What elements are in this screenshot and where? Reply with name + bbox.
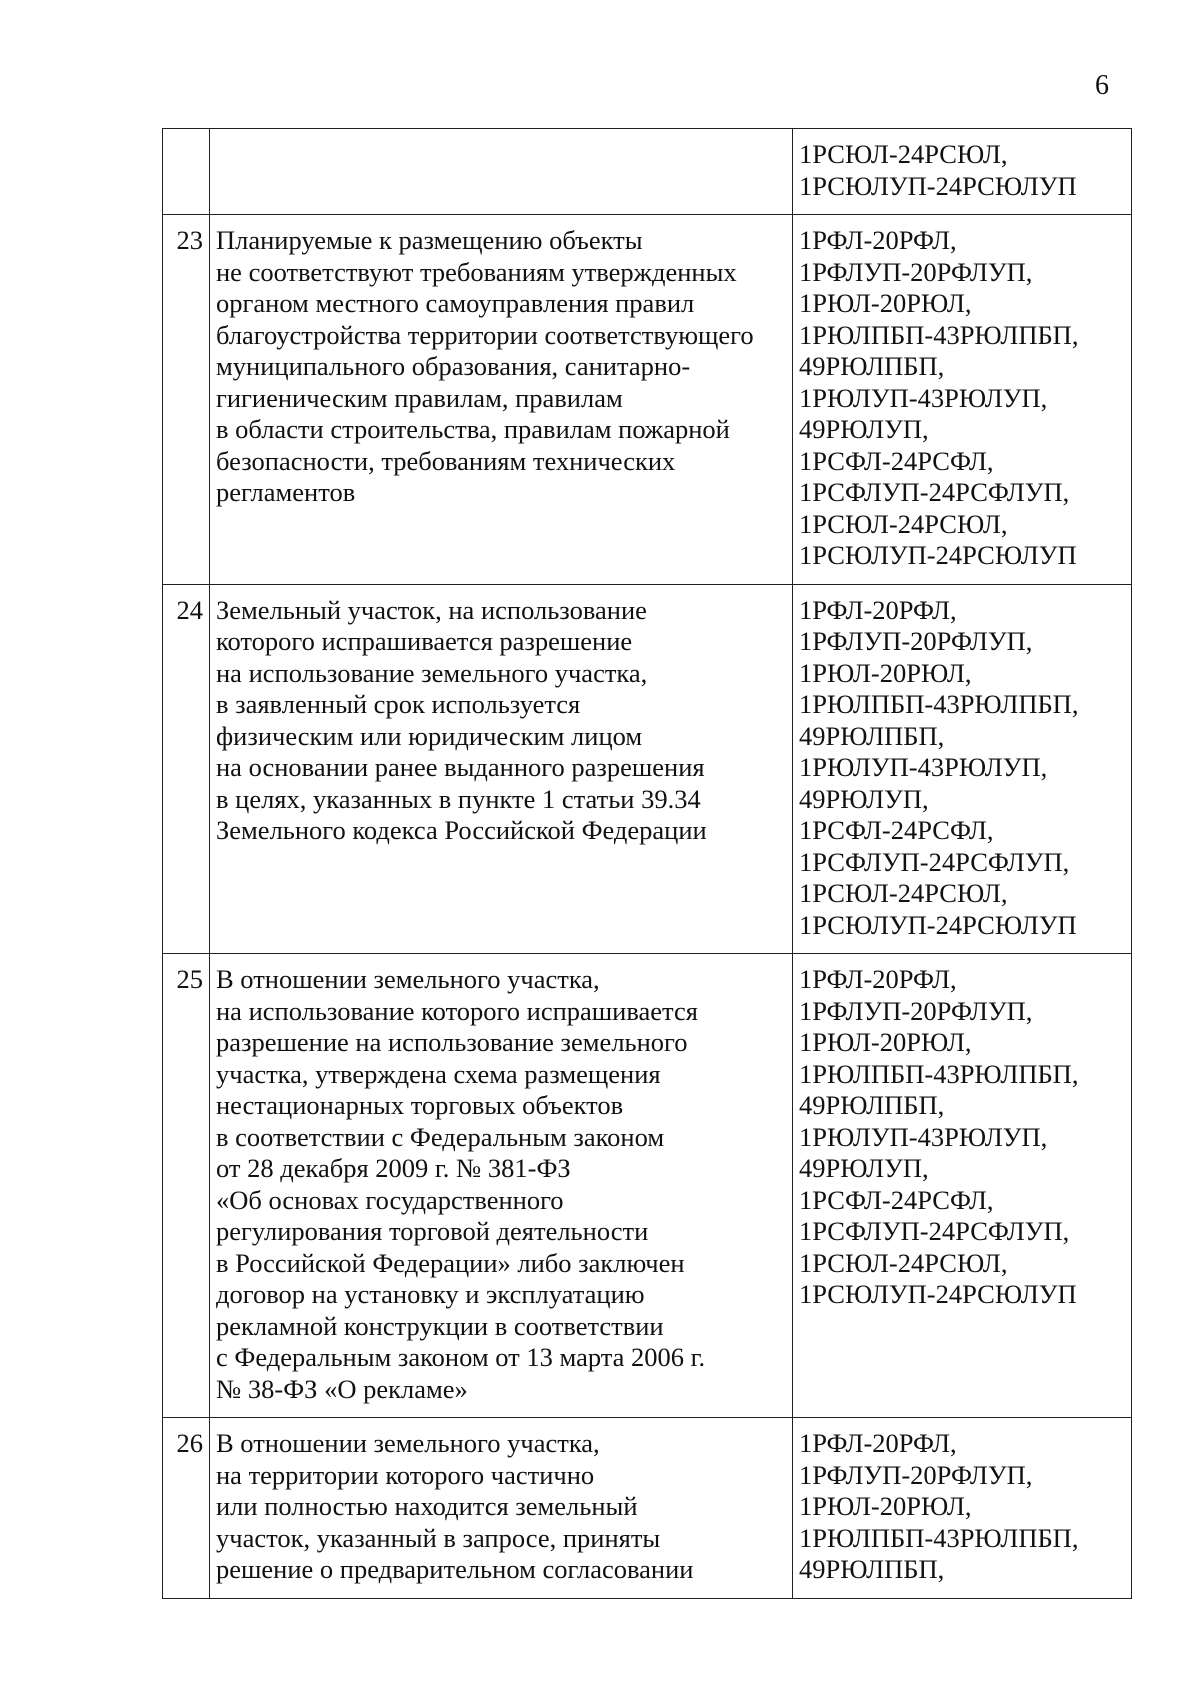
code-line: 1РЮЛ-20РЮЛ, xyxy=(799,1491,972,1521)
description-line: участка, утверждена схема размещения xyxy=(216,1058,661,1089)
description-line: № 38-ФЗ «О рекламе» xyxy=(216,1373,468,1404)
description-line: в заявленный срок используется xyxy=(216,689,581,719)
code-line: 49РЮЛУП, xyxy=(799,1153,929,1183)
code-line: 1РФЛУП-20РФЛУП, xyxy=(799,256,1033,287)
description-line: которого испрашивается разрешение xyxy=(216,626,633,656)
description-line: муниципального образования, санитарно- xyxy=(216,351,691,381)
code-line: 49РЮЛУП, xyxy=(799,783,929,814)
code-line: 1РСЮЛУП-24РСЮЛУП xyxy=(799,170,1077,201)
code-line: 1РЮЛУП-43РЮЛУП, xyxy=(799,1121,1048,1152)
code-line: 1РСЮЛУП-24РСЮЛУП xyxy=(799,909,1077,940)
row-number: 26 xyxy=(163,1418,210,1599)
row-codes xyxy=(793,129,1132,215)
code-line: 1РФЛ-20РФЛ, xyxy=(799,225,957,255)
description-line: или полностью находится земельный xyxy=(216,1491,638,1521)
table-body xyxy=(163,129,1132,1599)
description-line: Земельный участок, на использование xyxy=(216,594,647,625)
code-line: 1РСФЛУП-24РСФЛУП, xyxy=(799,1216,1070,1246)
description-line: решение о предварительном согласовании xyxy=(216,1554,694,1584)
code-line: 1РЮЛПБП-43РЮЛПБП, xyxy=(799,689,1079,719)
table-row xyxy=(163,129,1132,215)
row-codes xyxy=(793,584,1132,954)
description-line: Планируемые к размещению объекты xyxy=(216,225,643,255)
description-line: регламентов xyxy=(216,477,356,507)
code-line: 1РСЮЛ-24РСЮЛ, xyxy=(799,878,1008,908)
code-line: 1РЮЛУП-43РЮЛУП, xyxy=(799,382,1048,413)
code-line: 1РФЛУП-20РФЛУП, xyxy=(799,1459,1033,1490)
code-line: 1РСФЛУП-24РСФЛУП, xyxy=(799,846,1070,877)
description-line: на территории которого частично xyxy=(216,1459,595,1490)
page-number: 6 xyxy=(1095,70,1109,101)
requirements-table xyxy=(162,128,1132,1599)
description-line: не соответствуют требованиям утвержденных xyxy=(216,256,737,287)
code-line: 1РСФЛ-24РСФЛ, xyxy=(799,445,994,476)
description-line: на основании ранее выданного разрешения xyxy=(216,752,705,782)
code-line: 1РЮЛПБП-43РЮЛПБП, xyxy=(799,319,1079,350)
code-line: 1РФЛУП-20РФЛУП, xyxy=(799,995,1033,1026)
row-number xyxy=(163,129,210,215)
description-line: от 28 декабря 2009 г. № 381-ФЗ xyxy=(216,1153,571,1183)
row-description xyxy=(210,129,793,215)
description-line: договор на установку и эксплуатацию xyxy=(216,1279,645,1309)
code-line: 1РЮЛ-20РЮЛ, xyxy=(799,288,972,318)
row-description xyxy=(210,954,793,1418)
code-line: 1РСФЛ-24РСФЛ, xyxy=(799,815,994,845)
row-description xyxy=(210,215,793,585)
code-line: 49РЮЛПБП, xyxy=(799,351,945,381)
description-line: физическим или юридическим лицом xyxy=(216,720,643,751)
description-line: «Об основах государственного xyxy=(216,1184,564,1215)
code-line: 1РСФЛУП-24РСФЛУП, xyxy=(799,477,1070,507)
row-codes xyxy=(793,215,1132,585)
code-line: 1РФЛ-20РФЛ, xyxy=(799,964,957,994)
description-line: Земельного кодекса Российской Федерации xyxy=(216,815,707,845)
code-line: 1РЮЛПБП-43РЮЛПБП, xyxy=(799,1522,1079,1553)
table-row xyxy=(163,954,1132,1418)
description-line: с Федеральным законом от 13 марта 2006 г. xyxy=(216,1342,706,1372)
description-line: гигиеническим правилам, правилам xyxy=(216,382,623,413)
description-line: безопасности, требованиям технических xyxy=(216,445,676,476)
description-line: участок, указанный в запросе, приняты xyxy=(216,1522,661,1553)
code-line: 1РФЛ-20РФЛ, xyxy=(799,594,957,625)
code-line: 49РЮЛПБП, xyxy=(799,720,945,751)
code-line: 1РЮЛ-20РЮЛ, xyxy=(799,1027,972,1057)
code-line: 1РФЛУП-20РФЛУП, xyxy=(799,626,1033,656)
row-description xyxy=(210,584,793,954)
description-line: в области строительства, правилам пожарной xyxy=(216,414,730,444)
description-line: в целях, указанных в пункте 1 статьи 39.34 xyxy=(216,783,701,814)
code-line: 1РСЮЛ-24РСЮЛ, xyxy=(799,508,1008,539)
code-line: 1РЮЛ-20РЮЛ, xyxy=(799,657,972,688)
description-line: В отношении земельного участка, xyxy=(216,1428,600,1458)
description-line: разрешение на использование земельного xyxy=(216,1027,688,1057)
description-line: рекламной конструкции в соответствии xyxy=(216,1310,664,1341)
code-line: 1РСЮЛ-24РСЮЛ, xyxy=(799,1247,1008,1278)
code-line: 1РЮЛПБП-43РЮЛПБП, xyxy=(799,1058,1079,1089)
description-line: на использование которого испрашивается xyxy=(216,995,698,1026)
code-line: 49РЮЛПБП, xyxy=(799,1090,945,1120)
table-row xyxy=(163,215,1132,585)
description-line: в Российской Федерации» либо заключен xyxy=(216,1247,685,1278)
row-number: 25 xyxy=(163,954,210,1418)
row-codes xyxy=(793,954,1132,1418)
description-line: регулирования торговой деятельности xyxy=(216,1216,649,1246)
description-line: в соответствии с Федеральным законом xyxy=(216,1121,665,1152)
row-number: 23 xyxy=(163,215,210,585)
code-line: 1РЮЛУП-43РЮЛУП, xyxy=(799,752,1048,782)
row-number: 24 xyxy=(163,584,210,954)
description-line: на использование земельного участка, xyxy=(216,657,648,688)
table-row xyxy=(163,1418,1132,1599)
code-line: 49РЮЛПБП, xyxy=(799,1554,945,1584)
row-codes xyxy=(793,1418,1132,1599)
code-line: 1РСФЛ-24РСФЛ, xyxy=(799,1184,994,1215)
description-line: нестационарных торговых объектов xyxy=(216,1090,624,1120)
code-line: 1РСЮЛУП-24РСЮЛУП xyxy=(799,1279,1077,1309)
code-line: 1РФЛ-20РФЛ, xyxy=(799,1428,957,1458)
description-line: благоустройства территории соответствующего xyxy=(216,319,754,350)
code-line: 1РСЮЛУП-24РСЮЛУП xyxy=(799,540,1077,570)
description-line: В отношении земельного участка, xyxy=(216,964,600,994)
table-row xyxy=(163,584,1132,954)
code-line: 49РЮЛУП, xyxy=(799,414,929,444)
row-description xyxy=(210,1418,793,1599)
code-line: 1РСЮЛ-24РСЮЛ, xyxy=(799,139,1008,169)
description-line: органом местного самоуправления правил xyxy=(216,288,695,318)
